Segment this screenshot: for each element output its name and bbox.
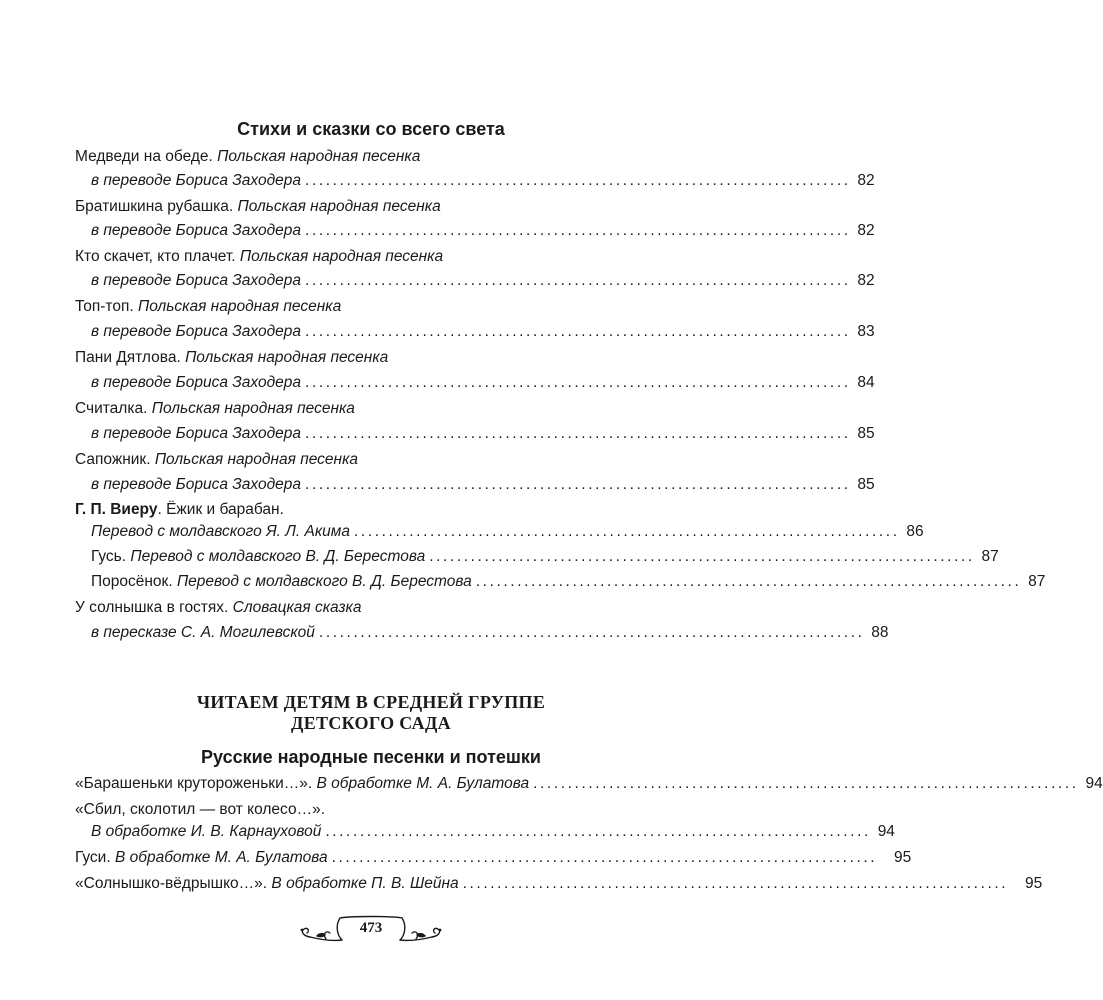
page-footer (296, 910, 446, 950)
leader-dots: ............................................................................... (305, 374, 851, 391)
page-ref: 85 (857, 476, 875, 493)
leader-dots: ............................................................................... (305, 272, 851, 289)
page-ref: 82 (857, 172, 875, 189)
toc-entry-subline: в переводе Бориса Заходера ............................................................................... 85 (91, 425, 875, 442)
toc-entry-title: Братишкина рубашка. Польская народная песенка (75, 198, 441, 215)
page-ref: 82 (857, 222, 875, 239)
page-ref: 95 (1024, 875, 1043, 892)
leader-dots: ............................................................................... (462, 875, 1009, 892)
page-ref: 94 (1085, 775, 1103, 792)
section-title: ЧИТАЕМ ДЕТЯМ В СРЕДНЕЙ ГРУППЕ ДЕТСКОГО САДА (196, 692, 546, 733)
toc-entry-subline: в переводе Бориса Заходера ............................................................................... 82 (91, 222, 875, 239)
page-number: 473 (359, 920, 383, 936)
section-heading: Русские народные песенки и потешки (201, 747, 541, 767)
page-ref: 87 (981, 548, 999, 565)
page-ref: 88 (871, 624, 889, 641)
leader-dots: ............................................................................... (305, 476, 851, 493)
toc-entry-title: Кто скачет, кто плачет. Польская народная песенка (75, 248, 444, 265)
toc-entry-subline: в пересказе С. А. Могилевской ............................................................................... 88 (91, 624, 889, 641)
toc-entry-title: Сапожник. Польская народная песенка (75, 451, 359, 468)
author-name: Г. П. Виеру (75, 501, 158, 518)
leader-dots: ............................................................................... (305, 222, 851, 239)
toc-entry: Поросёнок. Перевод с молдавского В. Д. Берестова ............................................................................... 87 (91, 573, 1046, 590)
toc-entry-title: Медведи на обеде. Польская народная песенка (75, 148, 421, 165)
leader-dots: ............................................................................... (305, 323, 851, 340)
page-ref: 83 (857, 323, 875, 340)
leader-dots: ............................................................................... (318, 624, 865, 641)
leader-dots: ............................................................................... (305, 425, 851, 442)
toc-entry: «Солнышко-вёдрышко…». В обработке П. В. Шейна ............................................................................... 95 (75, 875, 1043, 892)
toc-entry-title: «Сбил, сколотил — вот колесо…». (75, 801, 326, 818)
toc-entry-subline: в переводе Бориса Заходера ............................................................................... 82 (91, 272, 875, 289)
page-ref: 85 (857, 425, 875, 442)
section-heading: Стихи и сказки со всего света (237, 119, 505, 139)
page-ref: 82 (857, 272, 875, 289)
page-ref: 86 (906, 523, 924, 540)
leader-dots: ............................................................................... (331, 849, 878, 866)
leader-dots: ............................................................................... (533, 775, 1079, 792)
leader-dots: ............................................................................... (305, 172, 851, 189)
toc-author-entry: Г. П. Виеру. Ёжик и барабан. (75, 501, 284, 518)
page-ref: 94 (877, 823, 895, 840)
toc-entry: «Барашеньки крутороженьки…». В обработке М. А. Булатова ............................................................................... 94 (75, 775, 1103, 792)
leader-dots: ............................................................................... (475, 573, 1022, 590)
toc-entry-subline: Перевод с молдавского Я. Л. Акима ............................................................................... 86 (91, 523, 924, 540)
toc-entry-subline: в переводе Бориса Заходера ............................................................................... 84 (91, 374, 875, 391)
toc-entry-title: Пани Дятлова. Польская народная песенка (75, 349, 389, 366)
page-ref: 84 (857, 374, 875, 391)
toc-entry-subline: в переводе Бориса Заходера ............................................................................... 83 (91, 323, 875, 340)
leader-dots: ............................................................................... (354, 523, 900, 540)
toc-entry-title: У солнышка в гостях. Словацкая сказка (75, 599, 362, 616)
leader-dots: ............................................................................... (325, 823, 871, 840)
toc-entry-subline: В обработке И. В. Карнауховой ............................................................................... 94 (91, 823, 895, 840)
toc-entry: Гуси. В обработке М. А. Булатова ............................................................................... 95 (75, 849, 912, 866)
toc-entry-subline: в переводе Бориса Заходера ............................................................................... 85 (91, 476, 875, 493)
toc-entry-title: Считалка. Польская народная песенка (75, 400, 355, 417)
toc-entry-title: Топ-топ. Польская народная песенка (75, 298, 342, 315)
page-ref: 87 (1028, 573, 1046, 590)
toc-entry-subline: в переводе Бориса Заходера ............................................................................... 82 (91, 172, 875, 189)
page-ref: 95 (893, 849, 912, 866)
toc-entry: Гусь. Перевод с молдавского В. Д. Берестова ............................................................................... 87 (91, 548, 999, 565)
leader-dots: ............................................................................... (429, 548, 975, 565)
